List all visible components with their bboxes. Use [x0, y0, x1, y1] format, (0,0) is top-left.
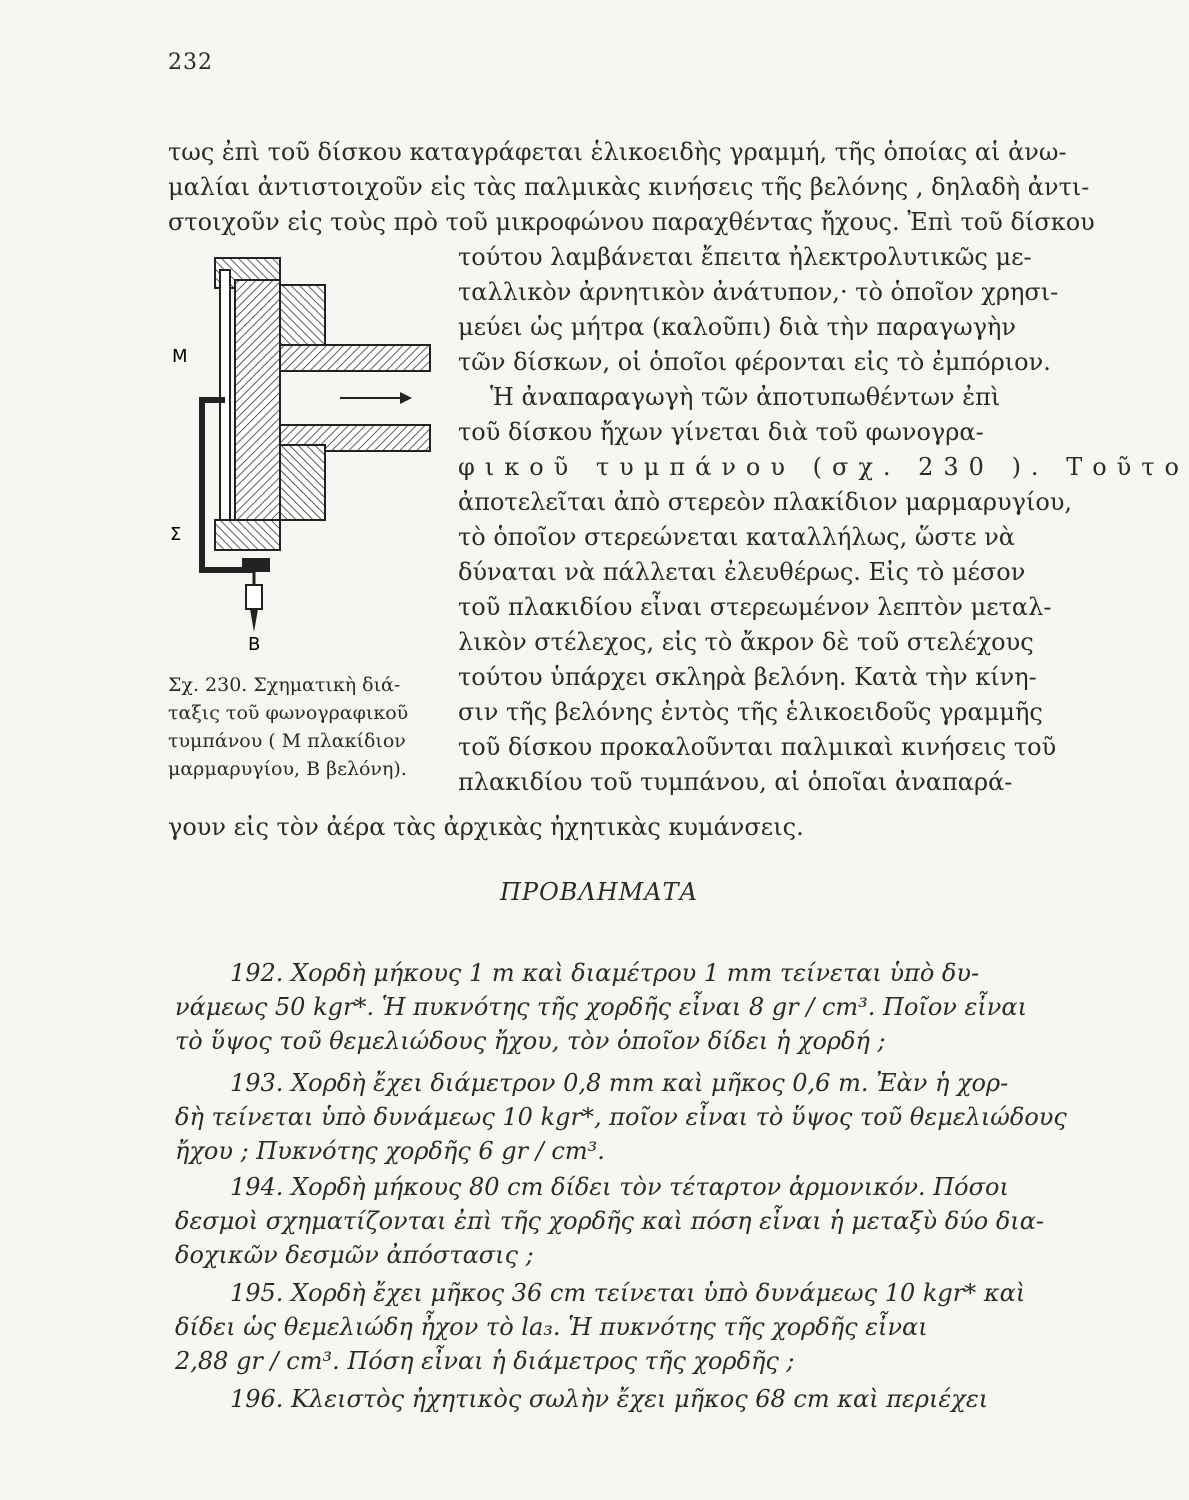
problem-line: 194. Χορδὴ μήκους 80 cm δίδει τὸν τέταρτον ἁρμονικόν. Πόσοι: [230, 1173, 1009, 1201]
problem-line: 192. Χορδὴ μήκους 1 m καὶ διαμέτρου 1 mm τείνεται ὑπὸ δυ-: [230, 959, 980, 987]
figure-caption-line: μαρμαρυγίου, Β βελόνη).: [168, 758, 407, 780]
label-B: B: [248, 634, 261, 655]
figure-caption-line: τυμπάνου ( Μ πλακίδιον: [168, 730, 406, 752]
problem-line: δοχικῶν δεσμῶν ἀπόστασις ;: [175, 1241, 534, 1269]
text-line: τοῦ πλακιδίου εἶναι στερεωμένον λεπτὸν μεταλ-: [458, 593, 1052, 621]
text-line: ταλλικὸν ἀρνητικὸν ἀνάτυπον,· τὸ ὁποῖον χρησι-: [458, 278, 1059, 306]
text-line: Ἡ ἀναπαραγωγὴ τῶν ἀποτυπωθέντων ἐπὶ: [490, 383, 1001, 411]
problem-line: δεσμοὶ σχηματίζονται ἐπὶ τῆς χορδῆς καὶ πόση εἶναι ἡ μεταξὺ δύο δια-: [175, 1207, 1045, 1235]
figure-caption-line: ταξις τοῦ φωνογραφικοῦ: [168, 702, 409, 724]
text-line: τούτου λαμβάνεται ἔπειτα ἠλεκτρολυτικῶς με-: [458, 243, 1032, 271]
problem-line: δίδει ὡς θεμελιώδη ἦχον τὸ la₃. Ἡ πυκνότης τῆς χορδῆς εἶναι: [175, 1313, 928, 1341]
text-line: τῶν δίσκων, οἱ ὁποῖοι φέρονται εἰς τὸ ἐμπόριον.: [458, 348, 1051, 376]
problem-line: δὴ τείνεται ὑπὸ δυνάμεως 10 kgr*, ποῖον εἶναι τὸ ὕψος τοῦ θεμελιώδους: [175, 1103, 1067, 1131]
text-line: μεύει ὡς μήτρα (καλοῦπι) διὰ τὴν παραγωγὴν: [458, 313, 1017, 341]
problem-line: νάμεως 50 kgr*. Ἡ πυκνότης τῆς χορδῆς εἶναι 8 gr / cm³. Ποῖον εἶναι: [175, 993, 1027, 1021]
text-line: γουν εἰς τὸν ἀέρα τὰς ἀρχικὰς ἠχητικὰς κυμάνσεις.: [168, 813, 804, 841]
label-M: M: [172, 346, 188, 367]
text-line: σιν τῆς βελόνης ἐντὸς τῆς ἑλικοειδοῦς γραμμῆς: [458, 698, 1043, 726]
label-Sigma: Σ: [170, 524, 182, 545]
problem-line: 196. Κλειστὸς ἠχητικὸς σωλὴν ἔχει μῆκος 68 cm καὶ περιέχει: [230, 1385, 989, 1413]
diaphragm-diagram: [160, 240, 460, 660]
text-line: λικὸν στέλεχος, εἰς τὸ ἄκρον δὲ τοῦ στελέχους: [458, 628, 1034, 656]
figure-caption-line: Σχ. 230. Σχηματικὴ διά-: [168, 674, 401, 696]
phonograph-diaphragm-figure: [160, 240, 460, 660]
page-number: 232: [168, 50, 213, 75]
text-line: τούτου ὑπάρχει σκληρὰ βελόνη. Κατὰ τὴν κίνη-: [458, 663, 1037, 691]
text-line: τοῦ δίσκου ἤχων γίνεται διὰ τοῦ φωνογρα-: [458, 418, 984, 446]
problem-line: 193. Χορδὴ ἔχει διάμετρον 0,8 mm καὶ μῆκος 0,6 m. Ἐὰν ἡ χορ-: [230, 1069, 1009, 1097]
problem-line: 2,88 gr / cm³. Πόση εἶναι ἡ διάμετρος τῆς χορδῆς ;: [175, 1347, 795, 1375]
text-line: τοῦ δίσκου προκαλοῦνται παλμικαὶ κινήσεις τοῦ: [458, 733, 1057, 761]
section-heading: ΠΡΟΒΛΗΜΑΤΑ: [500, 878, 698, 906]
text-line: πλακιδίου τοῦ τυμπάνου, αἱ ὁποῖαι ἀναπαρά-: [458, 768, 1013, 796]
text-line: ἀποτελεῖται ἀπὸ στερεὸν πλακίδιον μαρμαρυγίου,: [458, 488, 1073, 516]
text-line: στοιχοῦν εἰς τοὺς πρὸ τοῦ μικροφώνου παραχθέντας ἤχους. Ἐπὶ τοῦ δίσκου: [168, 208, 1095, 236]
problem-line: 195. Χορδὴ ἔχει μῆκος 36 cm τείνεται ὑπὸ δυνάμεως 10 kgr* καὶ: [230, 1279, 1026, 1307]
text-line: μαλίαι ἀντιστοιχοῦν εἰς τὰς παλμικὰς κινήσεις τῆς βελόνης , δηλαδὴ ἀντι-: [168, 173, 1090, 201]
problem-line: τὸ ὕψος τοῦ θεμελιώδους ἤχου, τὸν ὁποῖον δίδει ἡ χορδή ;: [175, 1027, 886, 1055]
text-line: τως ἐπὶ τοῦ δίσκου καταγράφεται ἑλικοειδὴς γραμμή, τῆς ὁποίας αἱ ἀνω-: [168, 138, 1067, 166]
text-line: δύναται νὰ πάλλεται ἐλευθέρως. Εἰς τὸ μέσον: [458, 558, 1026, 586]
text-line: τὸ ὁποῖον στερεώνεται καταλλήλως, ὥστε νὰ: [458, 523, 1015, 551]
text-line: φικοῦ τυμπάνου (σχ. 230 ). Τοῦτο: [458, 453, 1189, 481]
problem-line: ἤχου ; Πυκνότης χορδῆς 6 gr / cm³.: [175, 1137, 605, 1165]
